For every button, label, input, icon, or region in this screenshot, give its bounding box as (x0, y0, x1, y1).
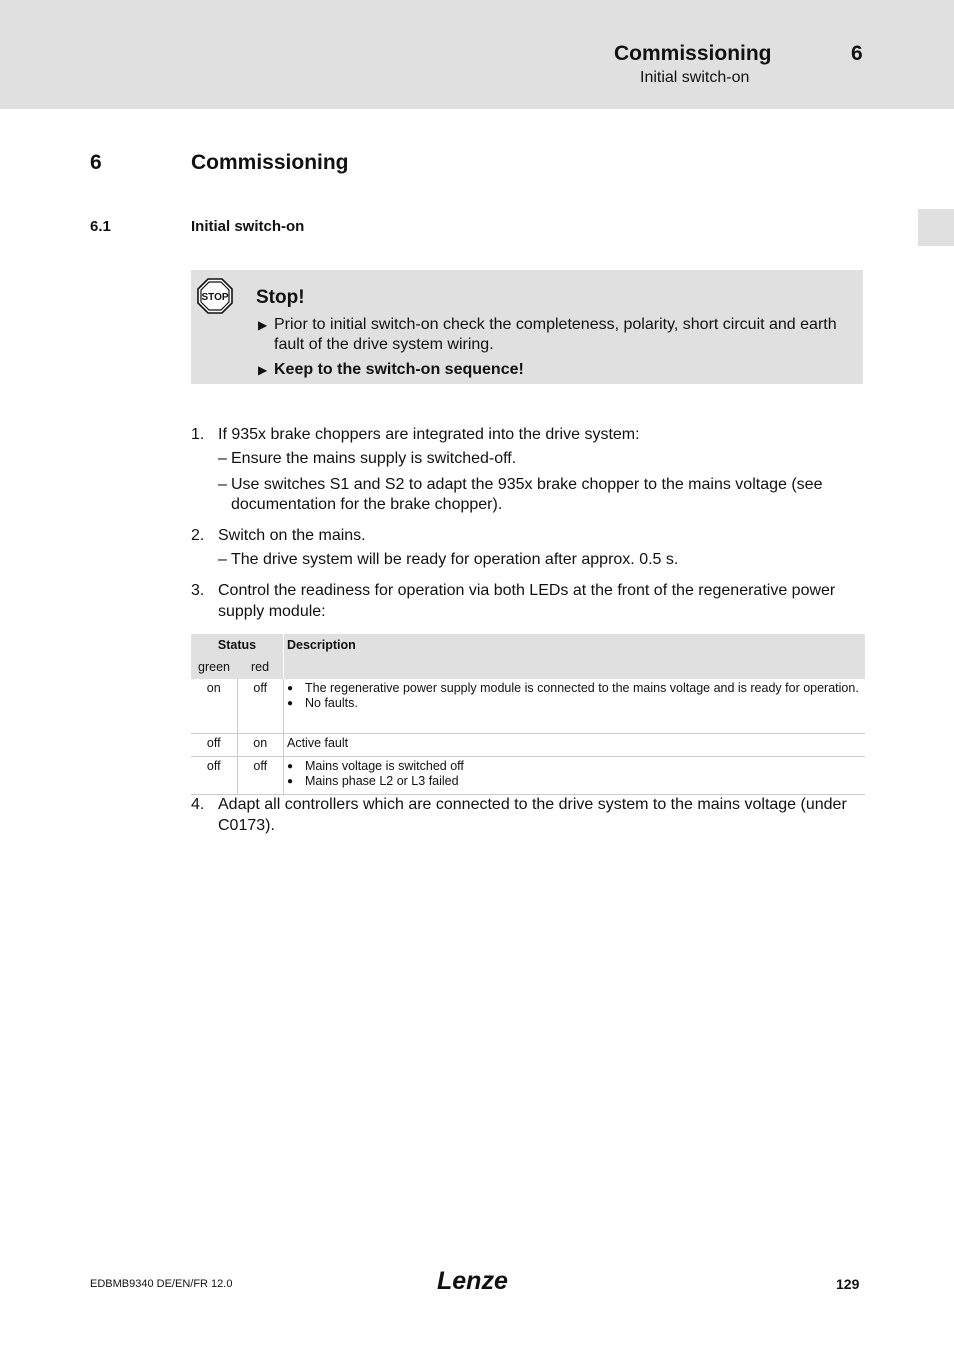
stop-item (258, 360, 858, 380)
led-status-table (191, 634, 865, 795)
sub-text: The drive system will be ready for operation after approx. 0.5 s. (231, 551, 679, 568)
stop-item-text: Prior to initial switch-on check the completeness, polarity, short circuit and earth fault of the drive system wiring. (274, 316, 837, 353)
step-text: Adapt all controllers which are connected to the drive system to the mains voltage (under C0173). (218, 796, 847, 834)
footer-document-id: EDBMB9340 DE/EN/FR 12.0 (90, 1278, 233, 1290)
step-text: If 935x brake choppers are integrated into the drive system: (218, 426, 640, 443)
table-header-red: red (237, 657, 284, 679)
cell-green: on (191, 679, 237, 734)
stop-item-text: Keep to the switch-on sequence! (274, 361, 524, 378)
stop-sign-icon (197, 278, 233, 314)
sub-text: Use switches S1 and S2 to adapt the 935x brake chopper to the mains voltage (see documentation for the brake chopper). (231, 476, 823, 513)
heading1-text: Commissioning (191, 151, 349, 174)
step-item (191, 580, 863, 622)
page-number: 129 (836, 1276, 860, 1292)
lenze-logo (437, 1264, 517, 1296)
cell-red: off (237, 679, 284, 734)
table-header-description: Description (284, 634, 866, 679)
arrow-right-icon: ▶ (258, 318, 268, 332)
description-bullet: ● No faults. (287, 696, 862, 711)
table-header-green: green (191, 657, 237, 679)
description-bullet: ● Mains voltage is switched off (287, 759, 862, 774)
lenze-logo-text: Lenze (437, 1267, 508, 1295)
stop-item (258, 315, 858, 355)
heading2-number: 6.1 (90, 218, 111, 235)
cell-description: Active fault (284, 734, 866, 757)
step-item (191, 525, 863, 546)
sub-item (218, 475, 863, 515)
stop-notice (191, 270, 863, 384)
step-text: Control the readiness for operation via both LEDs at the front of the regenerative power supply module: (218, 582, 836, 620)
header-section-title: Initial switch-on (640, 69, 750, 86)
table-header-status: Status (191, 634, 284, 657)
heading1-number: 6 (90, 151, 102, 174)
page-header-band (0, 0, 954, 109)
cell-green: off (191, 757, 237, 795)
chapter-side-tab (918, 209, 954, 246)
table-row (191, 679, 865, 734)
step-number: 4. (191, 796, 205, 813)
stop-icon-label: STOP (201, 292, 229, 303)
table-row (191, 734, 865, 757)
dash-marker: – (218, 551, 227, 568)
cell-red: on (237, 734, 284, 757)
stop-title: Stop! (256, 287, 305, 308)
cell-description (284, 679, 866, 734)
table-row (191, 757, 865, 795)
heading2-text: Initial switch-on (191, 218, 305, 235)
step-number: 3. (191, 582, 205, 599)
header-chapter-number: 6 (851, 42, 863, 65)
step-number: 1. (191, 426, 205, 443)
arrow-right-icon: ▶ (258, 363, 268, 377)
dash-marker: – (218, 476, 227, 493)
header-chapter-title: Commissioning (614, 42, 772, 65)
description-bullet: ● The regenerative power supply module is connected to the mains voltage and is ready for operation. (287, 681, 862, 696)
description-bullet: ● Mains phase L2 or L3 failed (287, 774, 862, 789)
cell-green: off (191, 734, 237, 757)
step-number: 2. (191, 527, 205, 544)
dash-marker: – (218, 450, 227, 467)
cell-red: off (237, 757, 284, 795)
sub-item (218, 550, 863, 570)
step-item (191, 424, 863, 445)
sub-text: Ensure the mains supply is switched-off. (231, 450, 517, 467)
sub-item (218, 449, 863, 469)
step-text: Switch on the mains. (218, 527, 366, 544)
step-item (191, 794, 863, 836)
cell-description (284, 757, 866, 795)
